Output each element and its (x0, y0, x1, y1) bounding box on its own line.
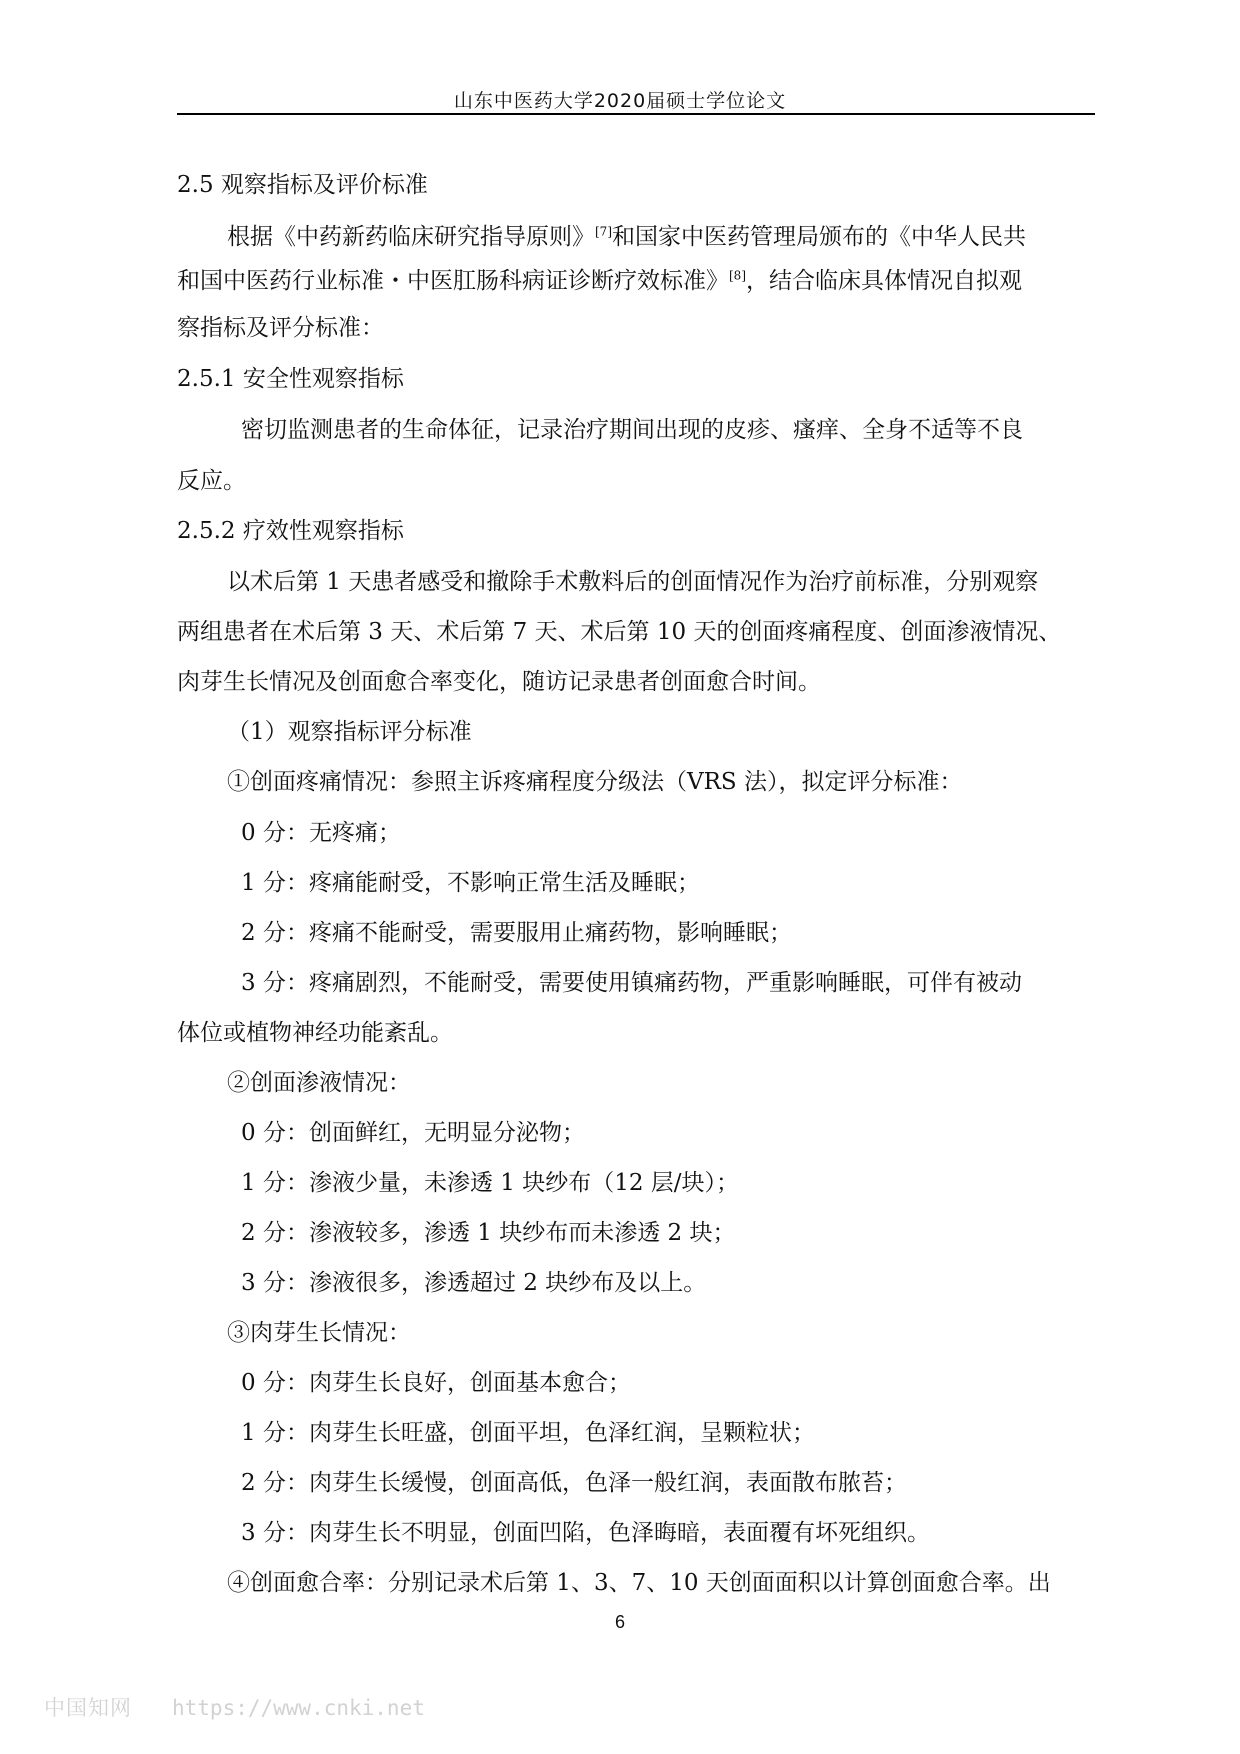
criterion-healing-rate: ④创面愈合率：分别记录术后第 1、3、7、10 天创面面积以计算创面愈合率。出 (227, 1570, 1051, 1596)
paragraph-line (227, 222, 1026, 252)
subsection-heading-2-5-2: 2.5.2 疗效性观察指标 (177, 518, 404, 544)
paragraph-line: 反应。 (177, 468, 246, 494)
criteria-heading: （1）观察指标评分标准 (227, 719, 472, 745)
score-item: 2 分：肉芽生长缓慢，创面高低，色泽一般红润，表面散布脓苔； (241, 1470, 907, 1496)
score-item: 2 分：疼痛不能耐受，需要服用止痛药物，影响睡眠； (241, 920, 792, 946)
text-span: 和国中医药行业标准・中医肛肠科病证诊断疗效标准》 (177, 268, 729, 294)
score-item: 1 分：肉芽生长旺盛，创面平坦，色泽红润，呈颗粒状； (241, 1420, 815, 1446)
text-span: 和国家中医药管理局颁布的《中华人民共 (612, 224, 1026, 250)
score-item: 3 分：疼痛剧烈，不能耐受，需要使用镇痛药物，严重影响睡眠，可伴有被动 (241, 970, 1022, 996)
cnki-watermark (44, 1692, 425, 1722)
paragraph-line: 肉芽生长情况及创面愈合率变化，随访记录患者创面愈合时间。 (177, 669, 821, 695)
paragraph-line: 密切监测患者的生命体征，记录治疗期间出现的皮疹、瘙痒、全身不适等不良 (241, 417, 1023, 443)
criterion-pain: ①创面疼痛情况：参照主诉疼痛程度分级法（VRS 法），拟定评分标准： (227, 769, 963, 795)
score-item: 1 分：渗液少量，未渗透 1 块纱布（12 层/块）； (241, 1170, 740, 1196)
watermark-brand: 中国知网 (44, 1696, 132, 1720)
criterion-exudate: ②创面渗液情况： (227, 1070, 411, 1096)
score-item: 2 分：渗液较多，渗透 1 块纱布而未渗透 2 块； (241, 1220, 736, 1246)
text-span: ，结合临床具体情况自拟观 (746, 268, 1022, 294)
citation-ref-7[interactable]: [7] (595, 224, 612, 239)
running-header: 山东中医药大学2020届硕士学位论文 (453, 90, 787, 112)
subsection-heading-2-5-1: 2.5.1 安全性观察指标 (177, 366, 404, 392)
page-number: 6 (614, 1612, 625, 1632)
paragraph-line (177, 266, 1022, 296)
text-span: 根据《中药新药临床研究指导原则》 (227, 224, 595, 250)
section-heading-2-5: 2.5 观察指标及评价标准 (177, 172, 428, 198)
header-rule (177, 113, 1095, 115)
citation-ref-8[interactable]: [8] (729, 268, 746, 283)
score-item: 3 分：肉芽生长不明显，创面凹陷，色泽晦暗，表面覆有坏死组织。 (241, 1520, 930, 1546)
paragraph-line: 两组患者在术后第 3 天、术后第 7 天、术后第 10 天的创面疼痛程度、创面渗液情况、 (177, 619, 1062, 645)
paragraph-line: 察指标及评分标准： (177, 315, 384, 341)
paragraph-line: 以术后第 1 天患者感受和撤除手术敷料后的创面情况作为治疗前标准，分别观察 (227, 569, 1039, 595)
score-item: 3 分：渗液很多，渗透超过 2 块纱布及以上。 (241, 1270, 707, 1296)
score-item-continued: 体位或植物神经功能紊乱。 (177, 1020, 453, 1046)
watermark-url: https://www.cnki.net (172, 1696, 425, 1720)
score-item: 0 分：创面鲜红，无明显分泌物； (241, 1120, 585, 1146)
score-item: 0 分：无疼痛； (241, 820, 401, 846)
criterion-granulation: ③肉芽生长情况： (227, 1320, 411, 1346)
score-item: 1 分：疼痛能耐受，不影响正常生活及睡眠； (241, 870, 700, 896)
score-item: 0 分：肉芽生长良好，创面基本愈合； (241, 1370, 631, 1396)
